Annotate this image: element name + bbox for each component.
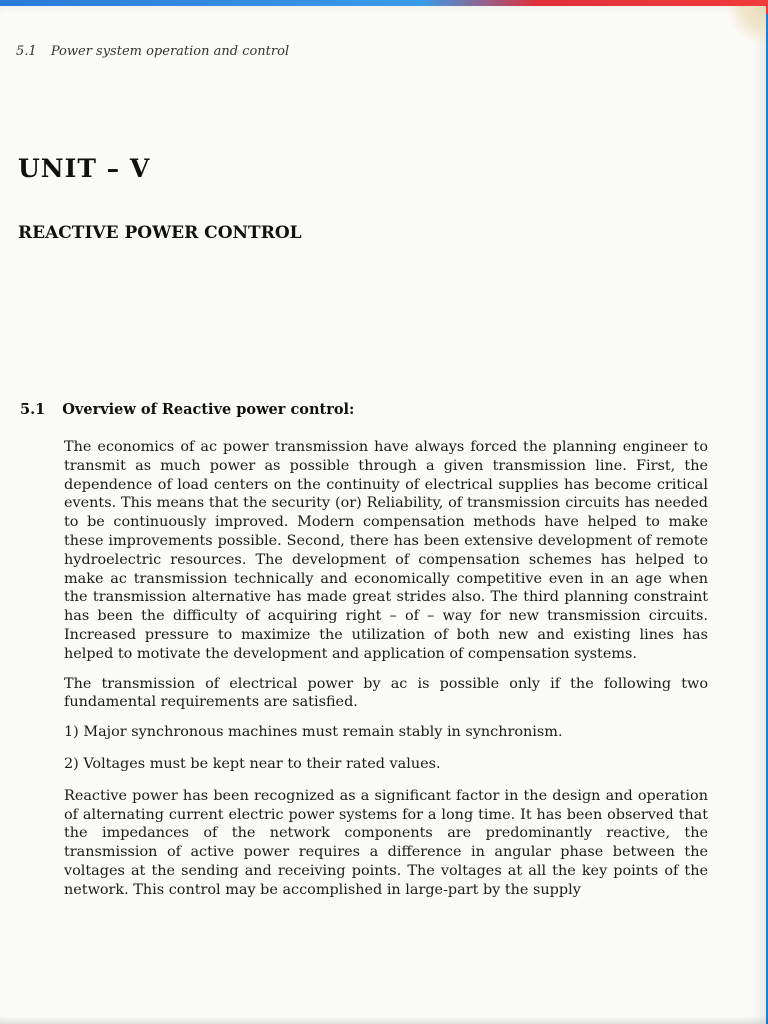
page-number: 5.1 xyxy=(16,44,37,59)
list-item: 1) Major synchronous machines must remain stably in synchronism. xyxy=(64,724,563,741)
chapter-title: REACTIVE POWER CONTROL xyxy=(18,223,302,243)
page-corner-curl xyxy=(726,6,766,46)
running-header xyxy=(16,44,289,59)
paragraph: The economics of ac power transmission have always forced the planning engineer to transmit as much power as possible through a given transmission line. First, the dependence of load centers on the continuity of electrical supplies has become critical events. This means that the security (or) Reliability, of transmission circuits has needed to be continuously improved. Modern compensation methods have helped to make these improvements possible. Second, there has been extensive development of remote hydroelectric resources. The development of compensation schemes has helped to make ac transmission technically and economically competitive even in an age when the transmission alternative has made great strides also. The third planning constraint has been the difficulty of acquiring right – of – way for new transmission circuits. Increased pressure to maximize the utilization of both new and existing lines has helped to motivate the development and application of compensation systems. xyxy=(64,439,708,662)
paragraph: Reactive power has been recognized as a significant factor in the design and operation of alternating current electric power systems for a long time. It has been observed that the impedances of the network components are predominantly reactive, the transmission of active power requires a difference in angular phase between the voltages at the sending and receiving points. The voltages at all the key points of the network. This control may be accomplished in large-part by the supply xyxy=(64,787,708,898)
section-number: 5.1 xyxy=(20,401,46,418)
body-text xyxy=(64,438,708,911)
list-item: 2) Voltages must be kept near to their rated values. xyxy=(64,755,441,772)
section-heading xyxy=(20,401,354,418)
running-title: Power system operation and control xyxy=(50,44,290,59)
section-title: Overview of Reactive power control: xyxy=(62,401,355,418)
page-edge-shadow xyxy=(0,1016,768,1024)
unit-title: UNIT – V xyxy=(18,154,151,183)
paragraph: The transmission of electrical power by ac is possible only if the following two fundamental requirements are satisfied. xyxy=(64,675,708,711)
book-page xyxy=(0,6,766,1024)
